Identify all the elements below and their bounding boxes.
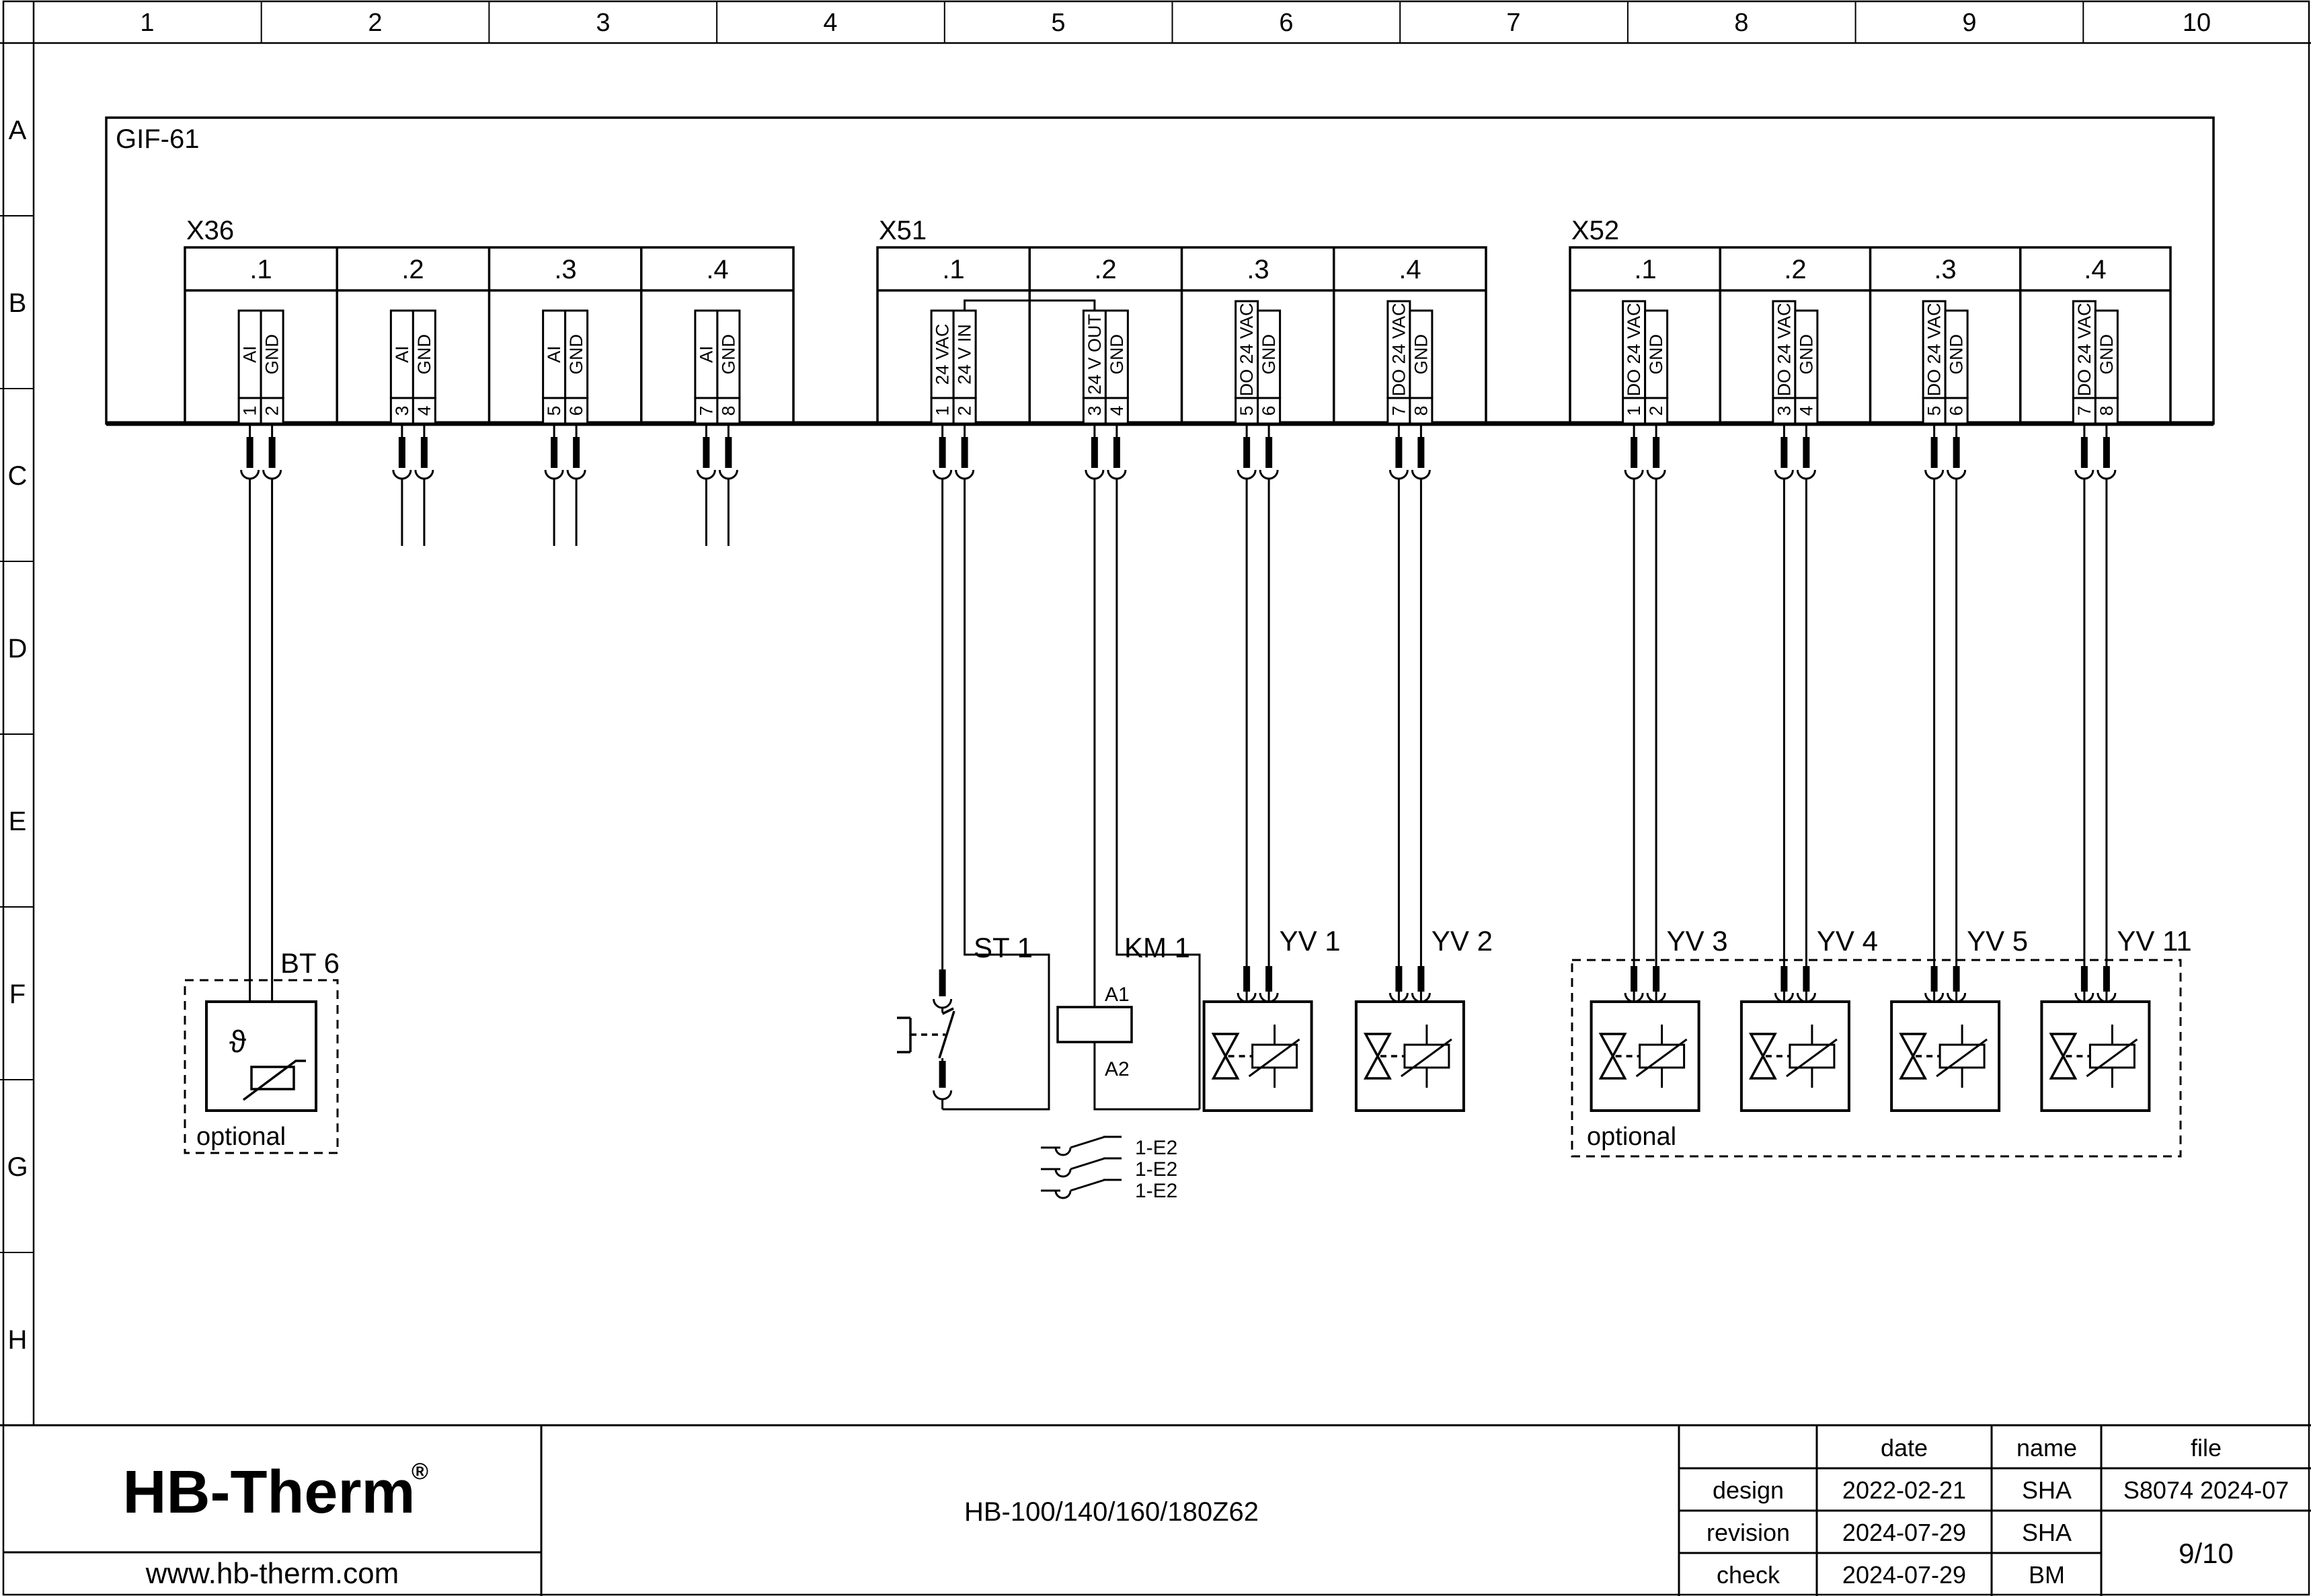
column-label: 7	[1506, 9, 1521, 37]
terminal-number-label: 4	[1796, 405, 1817, 416]
terminal-number-label: 8	[1411, 405, 1432, 416]
row-design-name: SHA	[2021, 1476, 2072, 1504]
terminal-signal-label: DO 24 VAC	[1624, 303, 1645, 397]
terminal-number-label: 8	[718, 405, 739, 416]
plug-socket-icon	[2076, 424, 2093, 483]
terminal	[543, 311, 565, 424]
column-label: 1	[140, 9, 155, 37]
terminal-number-label: 6	[1259, 405, 1280, 416]
terminal	[261, 311, 283, 424]
block-label: .4	[706, 255, 729, 284]
terminal-signal-label: GND	[1106, 334, 1127, 374]
terminal	[239, 311, 261, 424]
plug-socket-icon	[416, 424, 433, 483]
row-revision-date: 2024-07-29	[1842, 1519, 1967, 1546]
column-dividers	[262, 1, 2084, 43]
plug-socket-icon	[264, 424, 281, 483]
outer-border	[3, 1, 2309, 1595]
th-date: date	[1880, 1434, 1928, 1462]
plug-socket-icon	[1948, 966, 1965, 1002]
plug-socket-icon	[567, 424, 585, 483]
terminal	[1105, 311, 1128, 424]
component-st1	[897, 932, 1033, 1109]
plug-socket-icon	[1238, 424, 1255, 483]
page-number: 9/10	[2179, 1538, 2234, 1569]
valve-yv4	[1741, 483, 1878, 1111]
terminal-signal-label: GND	[1946, 334, 1967, 374]
wire-x36	[250, 483, 729, 1002]
terminal-number-label: 1	[1624, 405, 1645, 416]
logo-text: HB-Therm	[122, 1459, 416, 1526]
terminal-signal-label: GND	[1796, 334, 1817, 374]
row-label: H	[7, 1325, 28, 1355]
row-label: F	[9, 980, 26, 1009]
km1-coil-icon	[1058, 1007, 1132, 1042]
plug-socket-icon	[1775, 966, 1793, 1002]
column-label: 10	[2182, 9, 2211, 37]
km1-a2-label: A2	[1105, 1058, 1130, 1080]
column-label: 3	[596, 9, 611, 37]
terminal-signal-label: DO 24 VAC	[1774, 303, 1795, 397]
th-name: name	[2016, 1434, 2078, 1462]
st1-plug-icon	[934, 969, 951, 1012]
column-label: 8	[1734, 9, 1749, 37]
valve-designator: YV 5	[1967, 925, 2029, 957]
contact-icon	[1041, 1158, 1122, 1176]
row-label: A	[8, 116, 27, 145]
module-label: GIF-61	[116, 124, 200, 154]
contact-icon	[1041, 1180, 1122, 1198]
terminal	[1623, 301, 1645, 424]
brand-logo	[122, 1459, 428, 1526]
km1-aux-contacts	[1041, 1137, 1177, 1202]
valve-designator: YV 1	[1279, 925, 1341, 957]
block-label: .1	[249, 255, 272, 284]
row-label: G	[7, 1152, 28, 1182]
plug-socket-icon	[1412, 424, 1429, 483]
terminal	[1795, 311, 1817, 424]
valve-yv11	[2041, 483, 2191, 1111]
terminal	[565, 311, 588, 424]
plug-socket-icon	[1948, 424, 1965, 483]
valve-yv2	[1356, 483, 1493, 1111]
connector-name: X36	[186, 216, 235, 245]
plug-socket-icon	[1238, 966, 1255, 1002]
plug-socket-icon	[719, 424, 737, 483]
column-label: 6	[1279, 9, 1294, 37]
valve-yv1	[1204, 483, 1341, 1111]
terminal-signal-label: GND	[1411, 334, 1432, 374]
terminal-number-label: 8	[2096, 405, 2117, 416]
km1-designator: KM 1	[1124, 932, 1191, 963]
terminal-number-label: 2	[262, 405, 282, 416]
terminal-signal-label: GND	[2096, 334, 2117, 374]
th-file: file	[2190, 1434, 2222, 1462]
terminal-number-label: 2	[1646, 405, 1667, 416]
terminal-signal-label: GND	[566, 334, 587, 374]
st1-contact-icon	[897, 1008, 954, 1058]
terminal-signal-label: DO 24 VAC	[1924, 303, 1945, 397]
column-header	[140, 1, 2211, 43]
block-label: .3	[1934, 255, 1957, 284]
terminal-signal-label: GND	[718, 334, 739, 374]
plug-socket-icon	[1086, 424, 1103, 483]
theta-symbol-icon: ϑ	[229, 1024, 247, 1059]
terminal-number-label: 7	[1388, 405, 1409, 416]
registered-mark-icon: ®	[412, 1459, 429, 1484]
terminal-signal-label: 24 VAC	[932, 323, 953, 385]
bt6-body	[206, 1002, 316, 1111]
plug-socket-icon	[956, 424, 974, 483]
plug-socket-icon	[393, 424, 411, 483]
row-label: E	[8, 807, 27, 836]
terminal-signal-label: AI	[391, 346, 412, 363]
terminal-signal-label: AI	[544, 346, 565, 363]
block-label: .2	[401, 255, 424, 284]
terminal-number-label: 4	[1106, 405, 1127, 416]
plug-socket-icon	[2076, 966, 2093, 1002]
plug-socket-icon	[1797, 424, 1815, 483]
terminal	[391, 311, 413, 424]
terminal	[695, 311, 717, 424]
row-check-label: check	[1716, 1561, 1780, 1589]
block-label: .4	[1399, 255, 1421, 284]
plug-socket-icon	[697, 424, 715, 483]
plug-socket-icon	[1108, 424, 1126, 483]
plug-socket-icon	[1260, 966, 1278, 1002]
plug-socket-icon	[545, 424, 563, 483]
terminal-number-label: 6	[566, 405, 587, 416]
block-label: .1	[942, 255, 965, 284]
row-header	[0, 116, 34, 1355]
terminal-number-label: 3	[391, 405, 412, 416]
row-design-date: 2022-02-21	[1842, 1476, 1967, 1504]
terminal-number-label: 3	[1084, 405, 1105, 416]
plug-socket-icon	[2098, 966, 2115, 1002]
column-label: 9	[1962, 9, 1977, 37]
terminal	[717, 311, 740, 424]
valve-yv3	[1592, 483, 1728, 1111]
plug-socket-icon	[1926, 424, 1943, 483]
terminal-number-label: 1	[932, 405, 953, 416]
terminal-number-label: 7	[2074, 405, 2094, 416]
terminal-signal-label: DO 24 VAC	[2074, 303, 2094, 397]
connector-name: X51	[879, 216, 927, 245]
terminal	[2073, 301, 2095, 424]
row-label: C	[7, 461, 28, 491]
terminal	[2095, 311, 2117, 424]
contact-ref: 1-E2	[1135, 1180, 1178, 1202]
terminal	[1236, 301, 1258, 424]
block-label: .2	[1784, 255, 1807, 284]
column-label: 5	[1051, 9, 1066, 37]
row-label: B	[8, 288, 27, 318]
terminal-signal-label: 24 V IN	[954, 323, 975, 385]
plug-socket-icon	[1625, 424, 1643, 483]
column-label: 4	[823, 9, 838, 37]
terminal	[931, 311, 953, 424]
row-revision-label: revision	[1706, 1519, 1791, 1546]
terminal	[1388, 301, 1410, 424]
bt6-designator: BT 6	[280, 947, 340, 979]
contact-icon	[1041, 1137, 1122, 1155]
block-label: .3	[1247, 255, 1269, 284]
component-km1	[1058, 932, 1190, 1080]
km1-a1-label: A1	[1105, 984, 1130, 1006]
block-label: .3	[554, 255, 577, 284]
plug-socket-icon	[1390, 966, 1407, 1002]
terminal	[1258, 311, 1280, 424]
terminal-signal-label: DO 24 VAC	[1237, 303, 1257, 397]
st1-designator: ST 1	[974, 932, 1033, 963]
plug-socket-icon	[2098, 424, 2115, 483]
terminal	[1923, 301, 1945, 424]
valve-designator: YV 11	[2117, 925, 2192, 957]
terminal	[1410, 311, 1432, 424]
plug-socket-icon	[1926, 966, 1943, 1002]
st1-plug-icon	[934, 1058, 951, 1109]
plug-socket-icon	[1647, 424, 1665, 483]
plug-socket-icon	[1775, 424, 1793, 483]
website-text: www.hb-therm.com	[145, 1557, 399, 1590]
row-revision-name: SHA	[2021, 1519, 2072, 1546]
terminal	[1945, 311, 1967, 424]
bt6-optional-label: optional	[196, 1123, 286, 1151]
contact-ref: 1-E2	[1135, 1158, 1178, 1181]
block-label: .1	[1634, 255, 1657, 284]
page-frame	[0, 1, 2311, 1595]
wire-st1-return	[943, 483, 1049, 1109]
block-label: .4	[2084, 255, 2107, 284]
terminal-number-label: 2	[954, 405, 975, 416]
row-design-label: design	[1712, 1476, 1785, 1504]
terminal-signal-label: GND	[262, 334, 282, 374]
column-label: 2	[368, 9, 383, 37]
terminal	[1645, 311, 1668, 424]
terminal	[1773, 301, 1795, 424]
plug-socket-icon	[1260, 424, 1278, 483]
row-dividers	[0, 216, 34, 1252]
terminal-signal-label: DO 24 VAC	[1388, 303, 1409, 397]
valve-designator: YV 3	[1666, 925, 1728, 957]
plug-socket-icon	[241, 424, 259, 483]
terminal-number-label: 3	[1774, 405, 1795, 416]
row-check-date: 2024-07-29	[1842, 1561, 1967, 1589]
valve-designator: YV 4	[1816, 925, 1878, 957]
contact-ref: 1-E2	[1135, 1137, 1178, 1159]
plug-socket-icon	[1647, 966, 1665, 1002]
plug-socket-icon	[934, 424, 951, 483]
plug-socket-icon	[1412, 966, 1429, 1002]
terminal-signal-label: 24 V OUT	[1084, 313, 1105, 395]
terminal	[1083, 311, 1105, 424]
terminal-signal-label: GND	[414, 334, 434, 374]
terminal-signal-label: GND	[1259, 334, 1280, 374]
valves-optional-label: optional	[1587, 1123, 1677, 1151]
valve-yv5	[1891, 483, 2028, 1111]
terminal-number-label: 4	[414, 405, 434, 416]
terminal-number-label: 1	[239, 405, 260, 416]
valve-designator: YV 2	[1431, 925, 1493, 957]
terminal-strips	[239, 301, 2117, 483]
terminal-number-label: 5	[544, 405, 565, 416]
terminal	[413, 311, 435, 424]
terminal-number-label: 7	[696, 405, 717, 416]
solenoid-valves	[1204, 483, 2192, 1111]
terminal-signal-label: AI	[239, 346, 260, 363]
title-block	[0, 1425, 2311, 1596]
terminal-number-label: 5	[1237, 405, 1257, 416]
model-text: HB-100/140/160/180Z62	[964, 1497, 1259, 1527]
connector-name: X52	[1571, 216, 1620, 245]
terminal-number-label: 6	[1946, 405, 1967, 416]
component-bt6	[185, 947, 340, 1153]
terminal-signal-label: AI	[696, 346, 717, 363]
terminal-signal-label: GND	[1646, 334, 1667, 374]
block-label: .2	[1094, 255, 1117, 284]
terminal-number-label: 5	[1924, 405, 1945, 416]
plug-socket-icon	[1625, 966, 1643, 1002]
terminal	[953, 311, 976, 424]
row-check-name: BM	[2029, 1561, 2065, 1589]
row-label: D	[7, 634, 28, 664]
plug-socket-icon	[1390, 424, 1407, 483]
plug-socket-icon	[1797, 966, 1815, 1002]
file-value: S8074 2024-07	[2123, 1476, 2289, 1504]
